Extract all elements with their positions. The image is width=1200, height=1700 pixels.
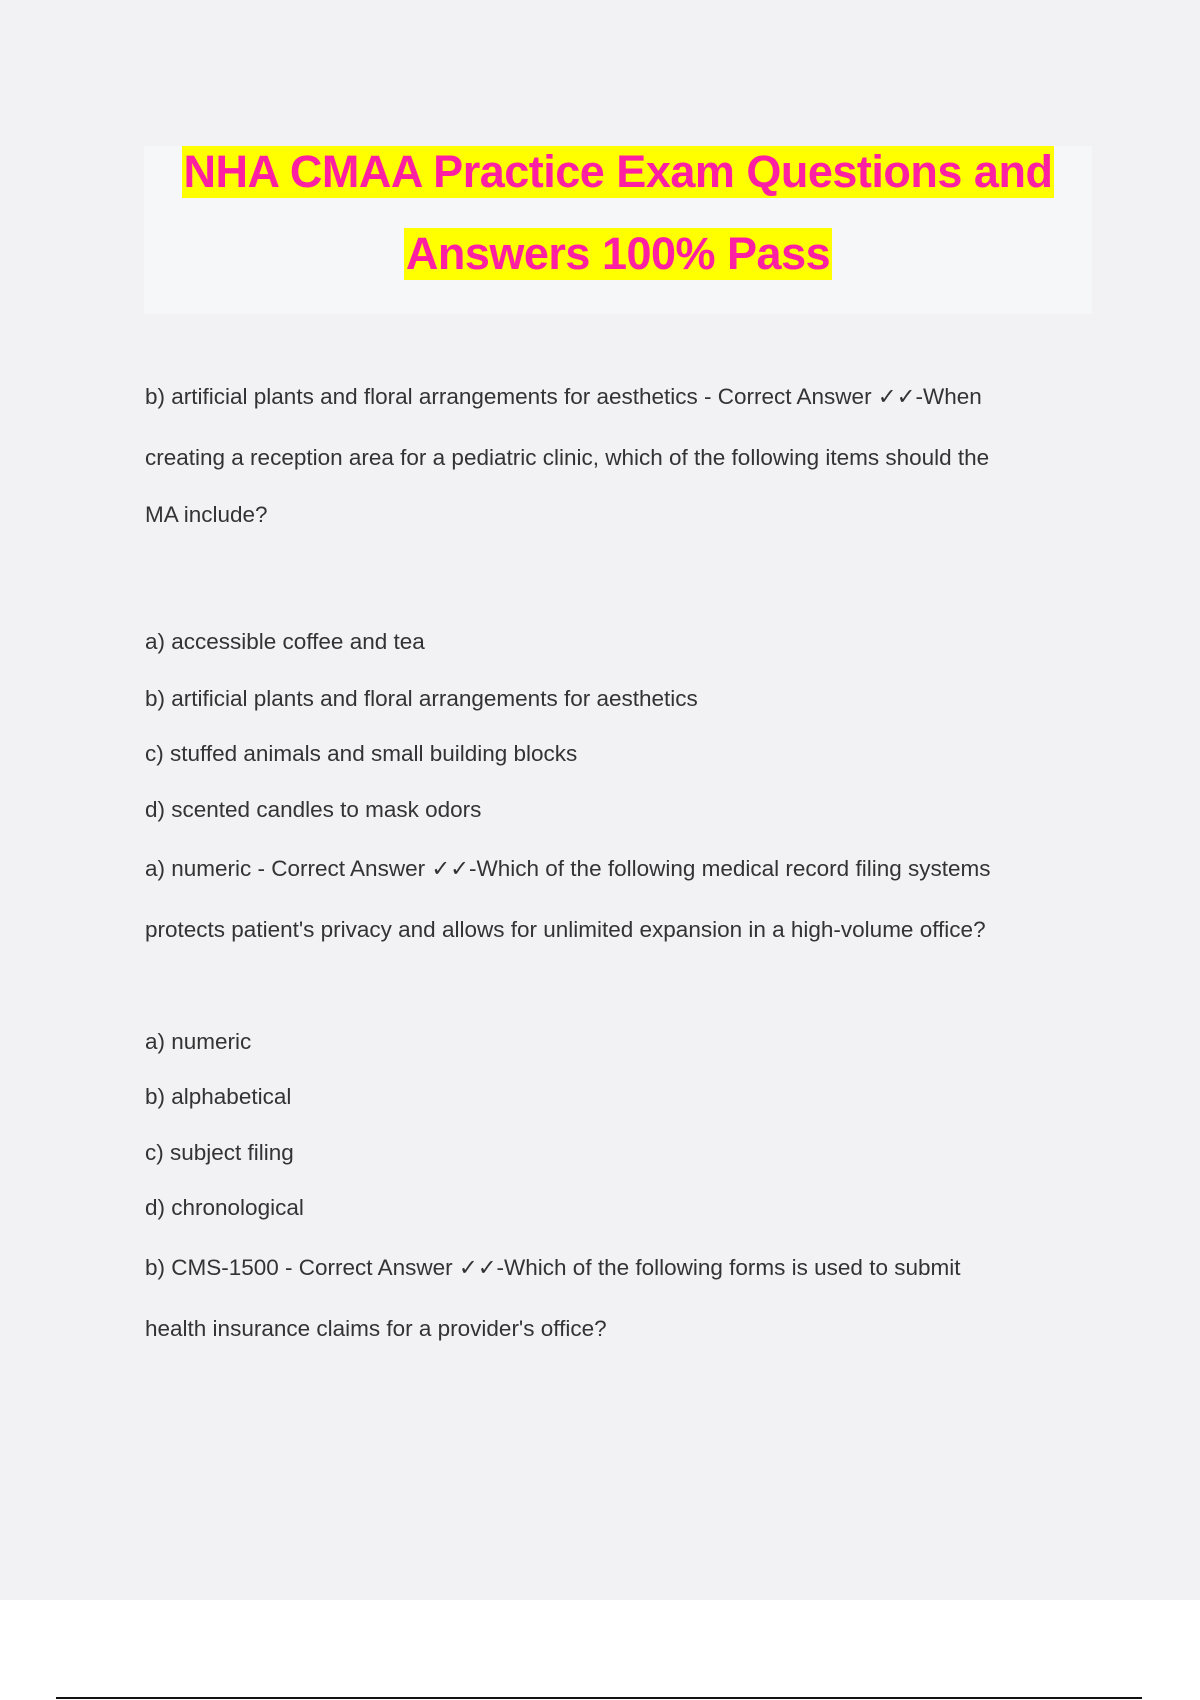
answer-line-2: a) numeric - Correct Answer ✓✓-Which of the following medical record filing systems <box>145 856 991 881</box>
document-title-line-2: Answers 100% Pass <box>405 228 831 279</box>
option-a: a) numeric <box>145 1029 252 1054</box>
page-bottom-rule <box>56 1697 1142 1699</box>
question-line-4: health insurance claims for a provider's office? <box>145 1316 607 1341</box>
option-c: c) stuffed animals and small building blocks <box>145 741 578 766</box>
option-b: b) alphabetical <box>145 1084 292 1109</box>
question-line-1: creating a reception area for a pediatric clinic, which of the following items should the <box>145 445 990 470</box>
option-d: d) scented candles to mask odors <box>145 797 482 822</box>
answer-line-3: b) CMS-1500 - Correct Answer ✓✓-Which of the following forms is used to submit <box>145 1255 961 1280</box>
option-a: a) accessible coffee and tea <box>145 629 425 654</box>
option-d: d) chronological <box>145 1195 304 1220</box>
option-c: c) subject filing <box>145 1140 294 1165</box>
title-block <box>144 146 1092 314</box>
question-line-3: protects patient's privacy and allows for unlimited expansion in a high-volume office? <box>145 917 986 942</box>
option-b: b) artificial plants and floral arrangements for aesthetics <box>145 686 698 711</box>
answer-line-1: b) artificial plants and floral arrangements for aesthetics - Correct Answer ✓✓-When <box>145 384 982 409</box>
document-title-line-1: NHA CMAA Practice Exam Questions and <box>183 146 1053 197</box>
question-line-2: MA include? <box>145 502 268 527</box>
